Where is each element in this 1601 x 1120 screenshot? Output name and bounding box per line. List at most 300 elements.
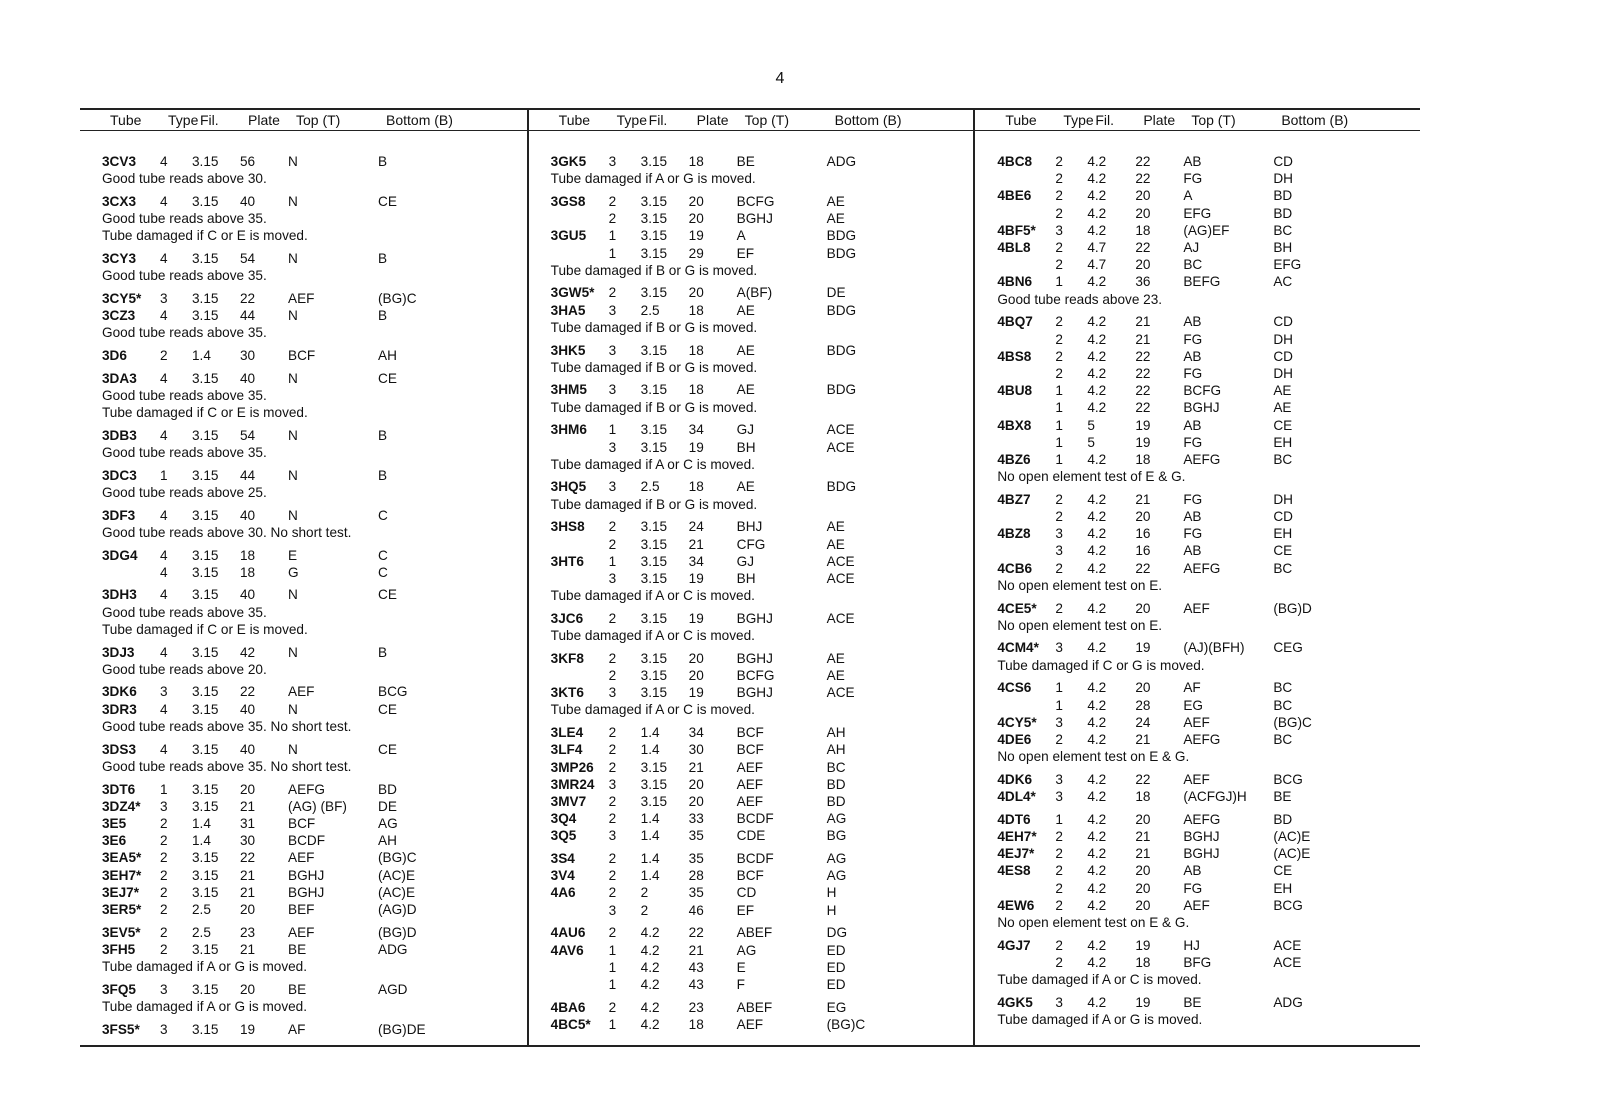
cell-bottom: BD xyxy=(1273,811,1293,827)
cell-top: N xyxy=(288,427,298,443)
cell-bottom: B xyxy=(378,427,388,443)
tube-entry xyxy=(102,741,519,775)
entry-note: Tube damaged if A or G is moved. xyxy=(997,1012,1203,1028)
table-row xyxy=(102,683,519,700)
cell-type: 2 xyxy=(608,885,617,901)
cell-tube: 4BX8 xyxy=(997,417,1032,433)
header-plate: Plate xyxy=(696,112,729,128)
cell-type: 3 xyxy=(1055,543,1063,559)
cell-top: BH xyxy=(736,570,756,586)
cell-top: A xyxy=(1183,188,1193,204)
cell-type: 2 xyxy=(1055,348,1063,364)
cell-fil: 3.15 xyxy=(640,193,668,209)
cell-fil: 4.2 xyxy=(1087,451,1107,467)
table-row xyxy=(997,994,1412,1011)
cell-plate: 20 xyxy=(688,285,704,301)
cell-top: AF xyxy=(288,1021,306,1037)
cell-tube: 4AV6 xyxy=(550,942,584,958)
cell-bottom: B xyxy=(378,154,388,169)
cell-top: AEFG xyxy=(1183,451,1221,467)
cell-bottom: AH xyxy=(826,725,846,741)
cell-type: 1 xyxy=(1055,417,1063,433)
table-row xyxy=(551,342,966,359)
cell-top: N xyxy=(288,193,298,209)
cell-tube: 3DC3 xyxy=(102,467,137,483)
cell-tube: 4EW6 xyxy=(997,897,1035,913)
cell-plate: 33 xyxy=(688,811,704,827)
table-row xyxy=(997,222,1412,239)
tube-entry xyxy=(551,924,966,993)
cell-type: 2 xyxy=(608,193,617,209)
cell-top: AEF xyxy=(1183,897,1210,913)
entry-note: Tube damaged if B or G is moved. xyxy=(550,399,758,415)
cell-plate: 20 xyxy=(240,781,256,797)
cell-bottom: C xyxy=(378,547,388,563)
cell-bottom: BDG xyxy=(826,479,857,495)
cell-tube xyxy=(997,508,1055,525)
entry-note: Tube damaged if A or G is moved. xyxy=(102,998,308,1014)
cell-bottom: AG xyxy=(826,811,847,827)
cell-plate: 40 xyxy=(240,587,256,603)
cell-fil: 4.2 xyxy=(1087,274,1107,290)
cell-type: 2 xyxy=(608,519,617,535)
cell-top: A xyxy=(736,228,746,244)
cell-plate: 20 xyxy=(1135,257,1151,273)
table-row xyxy=(102,941,519,958)
cell-fil: 4.2 xyxy=(1087,771,1107,787)
cell-top: BE xyxy=(288,941,307,957)
cell-tube: 3MR24 xyxy=(550,776,595,792)
cell-bottom: ACE xyxy=(826,439,855,455)
cell-tube: 4DE6 xyxy=(997,732,1032,747)
table-row xyxy=(551,439,966,456)
cell-tube: 3EH7* xyxy=(102,867,142,883)
tube-entry xyxy=(102,193,519,245)
cell-type: 2 xyxy=(1055,880,1063,896)
cell-bottom: EH xyxy=(1273,434,1293,450)
table-row xyxy=(102,924,519,941)
cell-type: 2 xyxy=(608,610,617,626)
cell-plate: 35 xyxy=(688,828,704,844)
table-row xyxy=(551,478,966,495)
cell-top: BGHJ xyxy=(288,884,325,900)
cell-top: ABEF xyxy=(736,925,773,941)
cell-fil: 4.2 xyxy=(1087,600,1107,616)
cell-top: BC xyxy=(1183,257,1203,273)
cell-plate: 22 xyxy=(1135,365,1151,381)
cell-top: AB xyxy=(1183,314,1202,330)
header-fil: Fil. xyxy=(1095,112,1114,128)
cell-type: 2 xyxy=(608,742,617,758)
cell-fil: 1.4 xyxy=(192,348,211,364)
cell-bottom: (BG)DE xyxy=(378,1021,426,1037)
tube-entry xyxy=(551,153,966,187)
tube-entry xyxy=(551,342,966,376)
cell-tube xyxy=(997,697,1055,714)
cell-bottom: BDG xyxy=(826,245,857,261)
cell-fil: 3.15 xyxy=(640,776,668,792)
cell-bottom: BG xyxy=(826,828,847,844)
cell-tube: 3DA3 xyxy=(102,370,137,386)
cell-fil: 4.2 xyxy=(1087,897,1107,913)
cell-bottom: AE xyxy=(1273,400,1292,416)
cell-type: 1 xyxy=(1055,451,1063,467)
cell-tube: 4BZ7 xyxy=(997,491,1031,507)
header-type: Type xyxy=(1063,112,1094,128)
header-bottom: Bottom (B) xyxy=(386,112,453,128)
table-column xyxy=(527,110,974,1045)
cell-top: BGHJ xyxy=(288,867,325,883)
cell-plate: 20 xyxy=(1135,600,1151,616)
cell-bottom: CE xyxy=(378,741,397,757)
entry-note: Good tube reads above 35. No short test. xyxy=(102,758,352,774)
cell-fil: 3.15 xyxy=(192,741,219,757)
cell-top: (AG)EF xyxy=(1183,222,1230,238)
tube-entry xyxy=(102,981,519,1015)
cell-top: (AJ)(BFH) xyxy=(1183,640,1245,656)
cell-fil: 4.2 xyxy=(1087,526,1107,542)
entry-note: No open element test of E & G. xyxy=(997,469,1186,485)
cell-bottom: B xyxy=(378,644,388,660)
cell-type: 2 xyxy=(160,884,168,900)
cell-type: 2 xyxy=(608,650,617,666)
cell-bottom: CE xyxy=(378,587,397,603)
cell-top: AE xyxy=(736,479,755,495)
cell-bottom: CD xyxy=(1273,509,1293,525)
cell-type: 3 xyxy=(608,685,617,701)
cell-tube: 4BE6 xyxy=(997,188,1032,204)
cell-top: N xyxy=(288,741,298,757)
cell-tube: 3DZ4* xyxy=(102,798,141,814)
column-header-row xyxy=(80,110,527,131)
cell-type: 3 xyxy=(608,382,617,398)
cell-type: 2 xyxy=(1055,205,1063,221)
cell-fil: 3.15 xyxy=(640,154,668,169)
cell-top: AF xyxy=(1183,680,1201,696)
cell-top: BGHJ xyxy=(736,650,773,666)
cell-tube: 3CZ3 xyxy=(102,308,136,324)
cell-type: 4 xyxy=(160,154,168,169)
table-row xyxy=(997,256,1412,273)
table-row xyxy=(997,880,1412,897)
cell-fil: 4.2 xyxy=(1087,880,1107,896)
cell-top: AG xyxy=(736,942,757,958)
entry-note: Tube damaged if C or G is moved. xyxy=(997,657,1205,673)
cell-tube: 3DF3 xyxy=(102,507,136,523)
table-row xyxy=(997,399,1412,416)
cell-plate: 22 xyxy=(1135,171,1151,187)
cell-type: 2 xyxy=(1055,846,1063,862)
cell-bottom: C xyxy=(378,564,388,580)
cell-type: 2 xyxy=(608,285,617,301)
cell-top: AEFG xyxy=(1183,732,1221,747)
table-row xyxy=(997,639,1412,656)
cell-fil: 3.15 xyxy=(640,422,668,438)
cell-fil: 5 xyxy=(1087,417,1095,433)
cell-type: 2 xyxy=(1055,171,1063,187)
cell-fil: 4.7 xyxy=(1087,240,1107,256)
cell-bottom: BH xyxy=(1273,240,1293,256)
entry-note: Tube damaged if A or C is moved. xyxy=(550,702,755,718)
tube-entry xyxy=(102,347,519,364)
cell-tube xyxy=(551,210,609,227)
cell-plate: 20 xyxy=(1135,880,1151,896)
tube-entry xyxy=(102,586,519,638)
cell-plate: 42 xyxy=(240,644,256,660)
cell-plate: 18 xyxy=(688,154,704,169)
cell-bottom: (AG)D xyxy=(378,901,417,917)
cell-plate: 21 xyxy=(1135,491,1151,507)
header-plate: Plate xyxy=(1143,112,1176,128)
table-row xyxy=(551,867,966,884)
table-row xyxy=(997,542,1412,559)
table-row xyxy=(102,901,519,918)
table-row xyxy=(551,884,966,901)
cell-plate: 22 xyxy=(240,290,256,306)
cell-top: AE xyxy=(736,302,755,318)
cell-bottom: EH xyxy=(1273,880,1293,896)
cell-top: AJ xyxy=(1183,240,1200,256)
cell-bottom: CE xyxy=(1273,863,1293,879)
cell-type: 4 xyxy=(160,701,168,717)
cell-bottom: AH xyxy=(378,833,397,849)
cell-bottom: DE xyxy=(826,285,846,301)
cell-bottom: BD xyxy=(826,776,846,792)
cell-bottom: AGD xyxy=(378,981,408,997)
cell-tube: 3KF8 xyxy=(550,650,584,666)
cell-top: CD xyxy=(736,885,757,901)
table-row xyxy=(102,981,519,998)
cell-top: FG xyxy=(1183,434,1203,450)
cell-plate: 46 xyxy=(688,902,704,918)
cell-tube: 4CY5* xyxy=(997,714,1037,730)
table-row xyxy=(551,684,966,701)
cell-top: N xyxy=(288,587,298,603)
cell-type: 2 xyxy=(160,901,168,917)
cell-type: 1 xyxy=(608,1016,617,1032)
cell-fil: 4.2 xyxy=(1087,154,1107,169)
cell-top: BCDF xyxy=(736,851,774,867)
cell-plate: 20 xyxy=(1135,188,1151,204)
table-row xyxy=(997,273,1412,290)
cell-tube: 4BF5* xyxy=(997,222,1036,238)
cell-top: EF xyxy=(736,245,755,261)
cell-fil: 1.4 xyxy=(640,742,660,758)
cell-top: AEF xyxy=(1183,714,1210,730)
cell-top: AEFG xyxy=(1183,811,1221,827)
cell-top: AEFG xyxy=(1183,560,1221,576)
cell-bottom: BDG xyxy=(826,302,857,318)
cell-top: BH xyxy=(736,439,756,455)
cell-tube xyxy=(997,880,1055,897)
cell-type: 3 xyxy=(1055,222,1063,238)
cell-type: 1 xyxy=(1055,400,1063,416)
cell-tube: 3Q4 xyxy=(550,811,577,827)
cell-plate: 44 xyxy=(240,467,256,483)
cell-tube xyxy=(551,570,609,587)
cell-fil: 4.2 xyxy=(1087,680,1107,696)
cell-top: EFG xyxy=(1183,205,1212,221)
cell-plate: 16 xyxy=(1135,526,1151,542)
cell-type: 2 xyxy=(608,667,617,683)
cell-fil: 4.2 xyxy=(1087,714,1107,730)
cell-fil: 3.15 xyxy=(192,251,219,267)
cell-tube xyxy=(997,365,1055,382)
table-row xyxy=(997,313,1412,330)
cell-type: 2 xyxy=(1055,314,1063,330)
cell-type: 2 xyxy=(608,759,617,775)
cell-top: AE xyxy=(736,342,755,358)
tube-entry xyxy=(102,427,519,461)
table-column xyxy=(973,110,1420,1045)
cell-tube: 4BC8 xyxy=(997,154,1033,169)
cell-bottom: ACE xyxy=(826,610,855,626)
cell-top: BE xyxy=(288,981,307,997)
cell-fil: 4.2 xyxy=(1087,171,1107,187)
cell-bottom: AE xyxy=(826,650,845,666)
cell-fil: 3.15 xyxy=(192,867,219,883)
cell-bottom: ACE xyxy=(826,422,855,438)
cell-type: 1 xyxy=(608,553,617,569)
table-row xyxy=(997,525,1412,542)
cell-type: 2 xyxy=(1055,954,1063,970)
table-row xyxy=(551,850,966,867)
cell-fil: 5 xyxy=(1087,434,1095,450)
cell-plate: 19 xyxy=(688,610,704,626)
cell-fil: 3.15 xyxy=(192,644,219,660)
tube-entry xyxy=(102,547,519,581)
tube-entry xyxy=(102,290,519,342)
cell-top: BGHJ xyxy=(736,211,773,227)
cell-fil: 4.2 xyxy=(640,999,660,1015)
entry-note: Tube damaged if A or C is moved. xyxy=(997,972,1202,988)
cell-tube xyxy=(997,542,1055,559)
cell-top: N xyxy=(288,154,298,169)
cell-type: 2 xyxy=(1055,897,1063,913)
table-row xyxy=(551,381,966,398)
cell-type: 1 xyxy=(1055,274,1063,290)
cell-bottom: (BG)D xyxy=(1273,600,1312,616)
cell-type: 2 xyxy=(1055,509,1063,525)
cell-bottom: ACE xyxy=(826,570,855,586)
table-row xyxy=(997,600,1412,617)
cell-type: 4 xyxy=(160,193,168,209)
cell-fil: 4.2 xyxy=(1087,697,1107,713)
cell-tube: 4AU6 xyxy=(550,925,586,941)
cell-plate: 43 xyxy=(688,959,704,975)
tube-entry xyxy=(997,771,1412,805)
cell-tube: 3DS3 xyxy=(102,741,137,757)
table-row xyxy=(102,307,519,324)
table-row xyxy=(551,153,966,170)
tube-chart-table xyxy=(80,108,1420,1047)
cell-plate: 18 xyxy=(1135,954,1151,970)
tube-entry xyxy=(997,994,1412,1028)
cell-tube: 3CV3 xyxy=(102,154,137,169)
cell-plate: 21 xyxy=(240,867,256,883)
cell-type: 3 xyxy=(1055,714,1063,730)
cell-type: 1 xyxy=(1055,811,1063,827)
cell-bottom: BE xyxy=(1273,789,1292,805)
cell-tube xyxy=(997,399,1055,416)
cell-top: GJ xyxy=(736,422,755,438)
cell-type: 1 xyxy=(160,781,168,797)
cell-type: 4 xyxy=(160,370,168,386)
tube-entry xyxy=(551,478,966,512)
cell-tube xyxy=(551,959,609,976)
cell-type: 2 xyxy=(1055,365,1063,381)
cell-type: 3 xyxy=(1055,526,1063,542)
cell-type: 2 xyxy=(160,833,168,849)
cell-tube: 4BQ7 xyxy=(997,314,1033,330)
cell-plate: 19 xyxy=(1135,937,1151,953)
cell-bottom: C xyxy=(378,507,388,523)
cell-plate: 22 xyxy=(240,850,256,866)
cell-top: BFG xyxy=(1183,954,1212,970)
cell-type: 2 xyxy=(1055,560,1063,576)
cell-type: 3 xyxy=(1055,640,1063,656)
tube-entry xyxy=(997,153,1412,308)
cell-bottom: CE xyxy=(1273,543,1293,559)
cell-plate: 28 xyxy=(1135,697,1151,713)
table-row xyxy=(102,867,519,884)
cell-top: FG xyxy=(1183,171,1203,187)
cell-fil: 4.2 xyxy=(1087,937,1107,953)
tube-entry xyxy=(551,850,966,919)
cell-top: BGHJ xyxy=(1183,846,1220,862)
cell-top: BE xyxy=(736,154,755,169)
table-row xyxy=(997,679,1412,696)
table-row xyxy=(997,153,1412,170)
cell-tube: 3DH3 xyxy=(102,587,137,603)
cell-fil: 4.2 xyxy=(1087,560,1107,576)
table-row xyxy=(551,227,966,244)
cell-plate: 21 xyxy=(1135,314,1151,330)
table-row xyxy=(551,759,966,776)
table-row xyxy=(102,832,519,849)
table-row xyxy=(551,302,966,319)
cell-top: (AG) (BF) xyxy=(288,798,347,814)
table-row xyxy=(551,193,966,210)
cell-bottom: BC xyxy=(1273,451,1293,467)
cell-fil: 4.2 xyxy=(1087,188,1107,204)
tube-entry xyxy=(102,644,519,678)
header-bottom: Bottom (B) xyxy=(1281,112,1349,128)
table-row xyxy=(102,781,519,798)
tube-entry xyxy=(102,507,519,541)
cell-bottom: H xyxy=(826,902,837,918)
cell-tube: 3GW5* xyxy=(550,285,595,301)
cell-type: 2 xyxy=(1055,240,1063,256)
cell-plate: 36 xyxy=(1135,274,1151,290)
cell-bottom: CD xyxy=(1273,154,1293,169)
table-row xyxy=(102,798,519,815)
cell-fil: 3.15 xyxy=(192,507,219,523)
table-row xyxy=(551,553,966,570)
cell-tube: 4EJ7* xyxy=(997,846,1035,862)
cell-fil: 3.15 xyxy=(192,154,219,169)
cell-plate: 20 xyxy=(1135,680,1151,696)
cell-fil: 4.2 xyxy=(1087,863,1107,879)
cell-tube: 3ER5* xyxy=(102,901,142,917)
table-row xyxy=(102,849,519,866)
cell-bottom: DH xyxy=(1273,491,1293,507)
table-row xyxy=(102,370,519,387)
cell-tube: 3FS5* xyxy=(102,1021,140,1037)
cell-tube: 3CY3 xyxy=(102,251,137,267)
column-header-row xyxy=(975,110,1420,131)
table-row xyxy=(102,741,519,758)
